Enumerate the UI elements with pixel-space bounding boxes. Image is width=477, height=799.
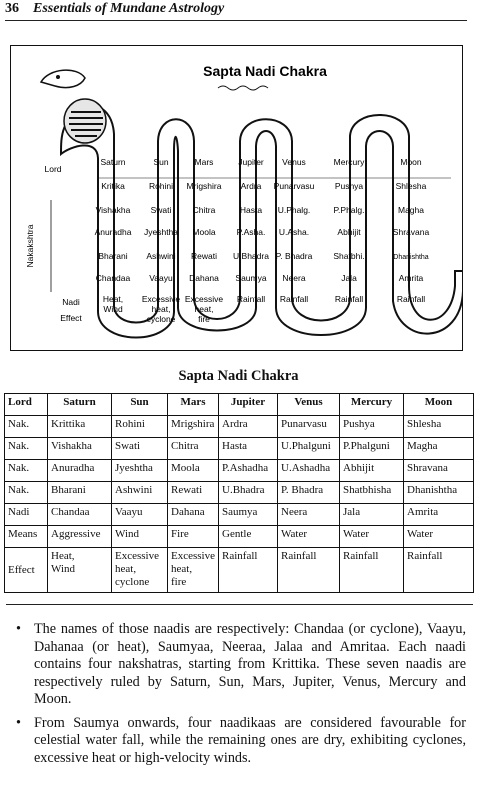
effect-line: Rainfall bbox=[222, 550, 258, 562]
table-cell: Punarvasu bbox=[278, 416, 340, 438]
figure-cell: Rohini bbox=[148, 181, 174, 191]
row-label-cell: Means bbox=[5, 526, 48, 548]
figure-cell: U.Bhadra bbox=[233, 251, 269, 261]
figure-cell: Saturn bbox=[100, 157, 126, 167]
header-cell-moon: Moon bbox=[404, 394, 474, 416]
table-cell: Vishakha bbox=[48, 438, 112, 460]
figure-cell: Hasta bbox=[239, 205, 263, 215]
serpent-diagram bbox=[11, 46, 462, 350]
row-label-cell: Effect bbox=[5, 548, 48, 593]
figure-cell: Jupiter bbox=[238, 157, 264, 167]
effect-cell bbox=[168, 548, 219, 593]
figure-cell: Shravana bbox=[392, 227, 430, 237]
figure-effect-text: fire bbox=[198, 314, 210, 324]
table-cell: Bharani bbox=[48, 482, 112, 504]
effect-line: Heat, bbox=[51, 550, 75, 562]
table-cell: Saumya bbox=[219, 504, 278, 526]
effect-cell bbox=[340, 548, 404, 593]
figure-cell: P. Bhadra bbox=[275, 251, 313, 261]
table-row bbox=[5, 416, 474, 438]
bullet-dot-icon: • bbox=[16, 621, 21, 637]
header-cell-venus: Venus bbox=[278, 394, 340, 416]
table-cell: Ashwini bbox=[112, 482, 168, 504]
table-cell: P. Bhadra bbox=[278, 482, 340, 504]
figure-cell: Shlesha bbox=[395, 181, 427, 191]
table-cell: Shravana bbox=[404, 460, 474, 482]
table-cell: Krittika bbox=[48, 416, 112, 438]
effect-line: heat, bbox=[171, 563, 193, 575]
header-cell-saturn: Saturn bbox=[48, 394, 112, 416]
table-cell: Dhanishtha bbox=[404, 482, 474, 504]
table-cell: Anuradha bbox=[48, 460, 112, 482]
figure-lord-label: Lord bbox=[44, 164, 62, 174]
table-cell: Wind bbox=[112, 526, 168, 548]
row-label-cell: Nak. bbox=[5, 482, 48, 504]
effect-cell bbox=[112, 548, 168, 593]
bullet-item bbox=[12, 621, 466, 709]
row-label-cell: Nak. bbox=[5, 460, 48, 482]
figure-effect-text: Excessive bbox=[184, 294, 224, 304]
figure-effect-text: Rainfall bbox=[236, 294, 266, 304]
effect-line: cyclone bbox=[115, 576, 150, 588]
figure-cell: Vaayu bbox=[149, 273, 173, 283]
figure-cell: Ardra bbox=[240, 181, 262, 191]
table-cell: Chandaa bbox=[48, 504, 112, 526]
running-title: Essentials of Mundane Astrology bbox=[33, 1, 225, 16]
figure-title: Sapta Nadi Chakra bbox=[203, 63, 327, 79]
figure-nadi-label: Nadi bbox=[62, 297, 80, 307]
table-cell: Shatbhisha bbox=[340, 482, 404, 504]
effect-cell bbox=[219, 548, 278, 593]
table-row bbox=[5, 504, 474, 526]
table-row bbox=[5, 460, 474, 482]
table-cell: P.Phalguni bbox=[340, 438, 404, 460]
table-cell: Shlesha bbox=[404, 416, 474, 438]
figure-cell: Jala bbox=[341, 273, 357, 283]
section-divider bbox=[6, 604, 473, 605]
bullet-list bbox=[12, 621, 466, 773]
table-cell: Aggressive bbox=[48, 526, 112, 548]
figure-effect-text: Heat, bbox=[102, 294, 124, 304]
figure-cell: U.Asha. bbox=[278, 227, 310, 237]
figure-cell: Punarvasu bbox=[273, 181, 315, 191]
figure-cell: Chandaa bbox=[95, 273, 131, 283]
table-cell: Moola bbox=[168, 460, 219, 482]
effect-line: Rainfall bbox=[281, 550, 317, 562]
table-cell: U.Bhadra bbox=[219, 482, 278, 504]
table-cell: P.Ashadha bbox=[219, 460, 278, 482]
bullet-text: The names of those naadis are respectively: Chandaa (or cyclone), Vaayu, Dahanaa (or heat), Saumyaa, Neeraa, Jalaa and Amritaa. Each naadi contains four nakshatras, starting from Krittika. These seven naadis are respectively ruled by Saturn, Sun, Mars, Jupiter, Venus, Mercury and Moon. bbox=[34, 621, 466, 707]
figure-cell: Kritika bbox=[101, 181, 125, 191]
table-caption: Sapta Nadi Chakra bbox=[178, 368, 299, 384]
table-cell: Jyeshtha bbox=[112, 460, 168, 482]
table-cell: Fire bbox=[168, 526, 219, 548]
figure-cell: Pushya bbox=[334, 181, 364, 191]
figure-cell: Anuradha bbox=[94, 227, 132, 237]
table-cell: Vaayu bbox=[112, 504, 168, 526]
figure-cell: Neera bbox=[282, 273, 306, 283]
figure-cell: Vishakha bbox=[95, 205, 131, 215]
figure-cell: Saumya bbox=[235, 273, 267, 283]
figure-cell: Amrita bbox=[398, 273, 424, 283]
effect-cell bbox=[404, 548, 474, 593]
page-number: 36 bbox=[5, 1, 19, 16]
effect-line: heat, bbox=[115, 563, 137, 575]
figure-cell: Swati bbox=[150, 205, 172, 215]
table-cell: Chitra bbox=[168, 438, 219, 460]
figure-cell: Moon bbox=[400, 157, 422, 167]
figure-effect-text: cyclone bbox=[146, 314, 176, 324]
figure-effect-text: Excessive bbox=[141, 294, 181, 304]
effect-line: Excessive bbox=[115, 550, 159, 562]
figure-cell: Mercury bbox=[333, 157, 365, 167]
figure-cell: Ashwini bbox=[146, 251, 176, 261]
table-cell: Dahana bbox=[168, 504, 219, 526]
figure-cell: Moola bbox=[192, 227, 216, 237]
effect-line: fire bbox=[171, 576, 187, 588]
figure-cell: U.Phalg. bbox=[277, 205, 311, 215]
table-cell: U.Phalguni bbox=[278, 438, 340, 460]
figure-cell: P.Asha. bbox=[236, 227, 266, 237]
row-label-cell: Nak. bbox=[5, 416, 48, 438]
figure-effect-text: Rainfall bbox=[334, 294, 364, 304]
header-cell-mars: Mars bbox=[168, 394, 219, 416]
figure-cell: Shatbhi. bbox=[333, 251, 365, 261]
figure-cell: Dhanishtha bbox=[393, 254, 429, 261]
figure-cell: P.Phalg. bbox=[333, 205, 365, 215]
table-cell: U.Ashadha bbox=[278, 460, 340, 482]
figure-nakshatra-side-label: Nakakshtra bbox=[25, 224, 35, 268]
effect-line: Rainfall bbox=[343, 550, 379, 562]
figure-cell: Magha bbox=[398, 205, 424, 215]
header-cell-jupiter: Jupiter bbox=[219, 394, 278, 416]
figure-cell: Venus bbox=[282, 157, 306, 167]
figure-cell: Abhijit bbox=[337, 227, 361, 237]
figure-cell: Rewati bbox=[191, 251, 217, 261]
figure-cell: Jyeshtha bbox=[143, 227, 179, 237]
table-cell: Magha bbox=[404, 438, 474, 460]
table-body bbox=[5, 416, 474, 593]
figure-effect-text: heat, bbox=[151, 304, 171, 314]
table-row bbox=[5, 482, 474, 504]
table-cell: Amrita bbox=[404, 504, 474, 526]
bullet-dot-icon: • bbox=[16, 714, 21, 731]
table-cell: Gentle bbox=[219, 526, 278, 548]
sapta-nadi-chakra-figure bbox=[10, 45, 463, 351]
row-label-cell: Nadi bbox=[5, 504, 48, 526]
table-cell: Rewati bbox=[168, 482, 219, 504]
figure-effect-label: Effect bbox=[60, 313, 82, 323]
header-cell-mercury: Mercury bbox=[340, 394, 404, 416]
table-cell: Rohini bbox=[112, 416, 168, 438]
effect-line: Rainfall bbox=[407, 550, 443, 562]
table-cell: Hasta bbox=[219, 438, 278, 460]
figure-cell: Mars bbox=[194, 157, 214, 167]
table-cell: Pushya bbox=[340, 416, 404, 438]
table-cell: Water bbox=[404, 526, 474, 548]
figure-cell: Dahana bbox=[189, 273, 219, 283]
figure-cell: Chitra bbox=[192, 205, 216, 215]
figure-effect-text: Wind bbox=[103, 304, 123, 314]
table-row bbox=[5, 438, 474, 460]
title-squiggle bbox=[218, 86, 268, 90]
serpent-head-icon bbox=[41, 70, 85, 87]
figure-effect-text: Rainfall bbox=[279, 294, 309, 304]
bullet-item bbox=[12, 715, 466, 768]
figure-effect-text: Rainfall bbox=[396, 294, 426, 304]
table-cell: Jala bbox=[340, 504, 404, 526]
bullet-text: From Saumya onwards, four naadikaas are considered favourable for celestial water fall, while the remaining ones are dry, exhibiting cyclones, excessive heat or high-velocity winds. bbox=[34, 714, 466, 766]
table-cell: Water bbox=[278, 526, 340, 548]
sapta-nadi-table bbox=[4, 393, 474, 593]
table-cell: Water bbox=[340, 526, 404, 548]
figure-cell: Sun bbox=[153, 157, 169, 167]
header-cell-lord: Lord bbox=[5, 394, 48, 416]
table-cell: Abhijit bbox=[340, 460, 404, 482]
page-header bbox=[5, 0, 467, 21]
figure-effect-text: heat, bbox=[194, 304, 214, 314]
figure-cell: Bharani bbox=[98, 251, 128, 261]
effect-line: Wind bbox=[51, 563, 75, 575]
table-cell: Neera bbox=[278, 504, 340, 526]
table-row bbox=[5, 526, 474, 548]
effect-cell bbox=[278, 548, 340, 593]
table-header-row bbox=[5, 394, 474, 416]
table-cell: Mrigshira bbox=[168, 416, 219, 438]
table-row-effect bbox=[5, 548, 474, 593]
header-cell-sun: Sun bbox=[112, 394, 168, 416]
row-label-cell: Nak. bbox=[5, 438, 48, 460]
table-cell: Swati bbox=[112, 438, 168, 460]
figure-cell: Mrigshira bbox=[186, 181, 222, 191]
serpent-eye-icon bbox=[56, 75, 60, 79]
table-cell: Ardra bbox=[219, 416, 278, 438]
effect-line: Excessive bbox=[171, 550, 215, 562]
effect-cell bbox=[48, 548, 112, 593]
